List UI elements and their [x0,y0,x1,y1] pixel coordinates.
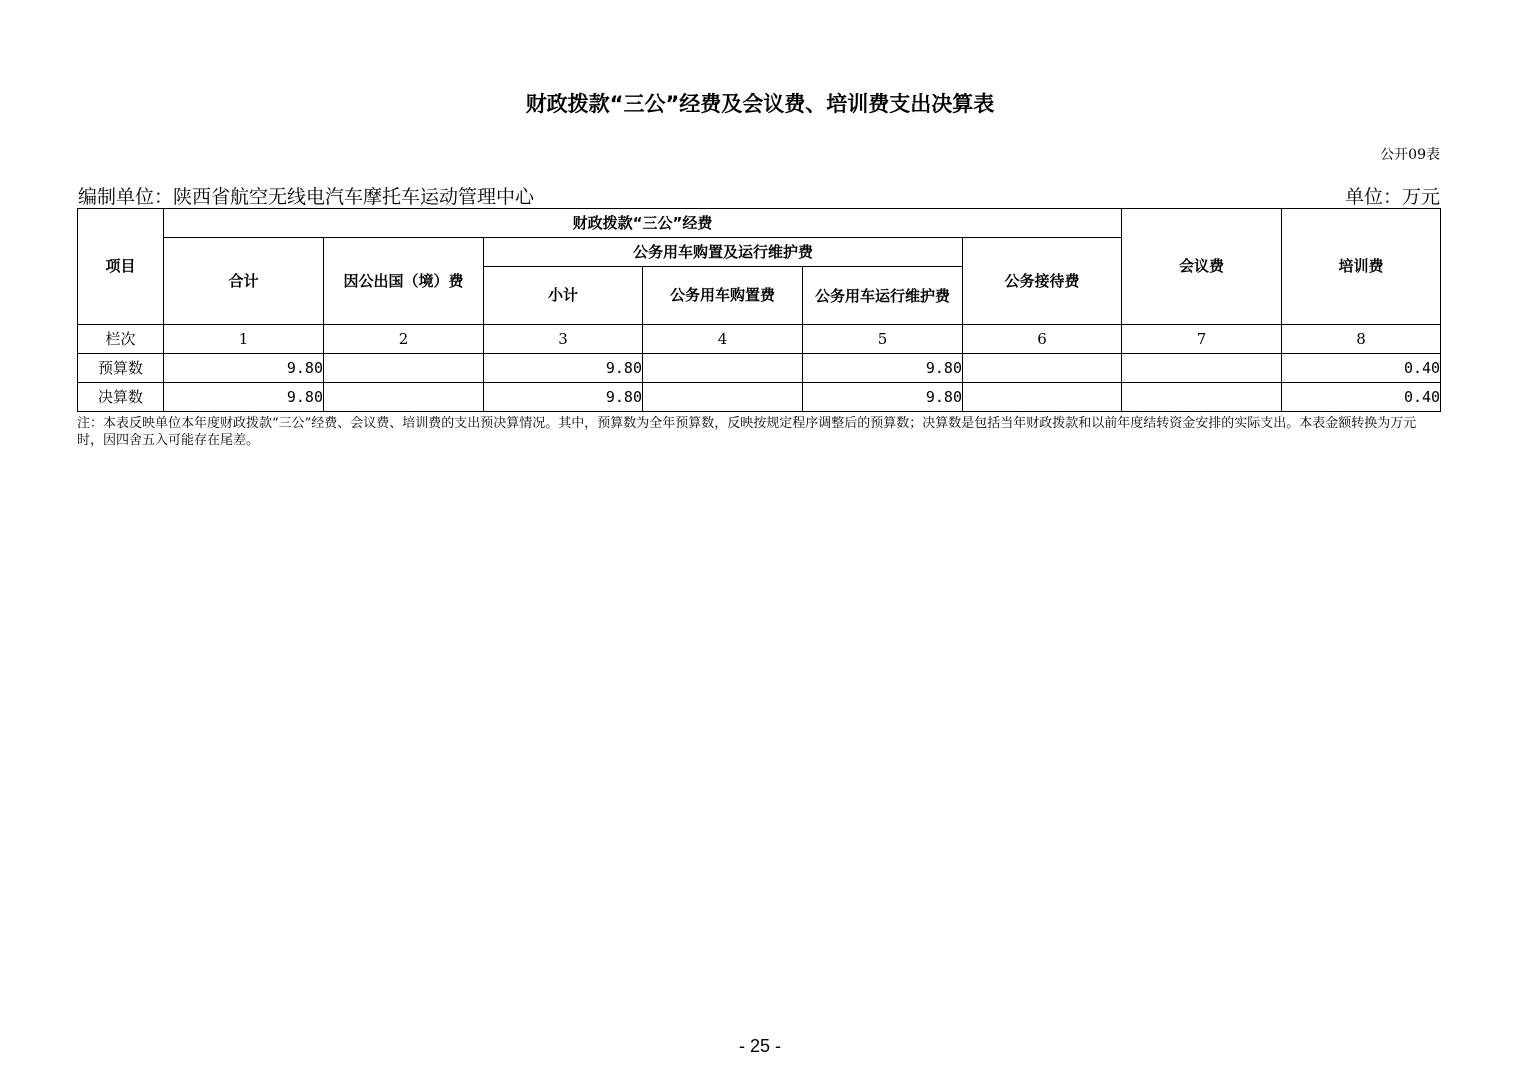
header-total: 合计 [164,238,324,325]
cell-total: 9.80 [164,354,324,383]
org-label: 编制单位：陕西省航空无线电汽车摩托车运动管理中心 [78,186,535,208]
column-index-5: 5 [803,325,963,354]
cell-vehicle-operation: 9.80 [803,354,963,383]
column-index-6: 6 [963,325,1122,354]
column-index-3: 3 [484,325,643,354]
header-subtotal: 小计 [484,267,643,325]
header-item: 项目 [78,209,164,325]
header-vehicle-operation: 公务用车运行维护费 [803,267,963,325]
header-sangong-group: 财政拨款“三公”经费 [164,209,1122,238]
page-title: 财政拨款“三公”经费及会议费、培训费支出决算表 [525,92,995,116]
cell-meeting [1122,383,1282,412]
table-note: 注：本表反映单位本年度财政拨款“三公”经费、会议费、培训费的支出预决算情况。其中，预算数为全年预算数，反映按规定程序调整后的预算数；决算数是包括当年财政拨款和以前年度结转资金安排的实际支出。本表金额转换为万元时，因四舍五入可能存在尾差。 [77,416,1417,448]
cell-total: 9.80 [164,383,324,412]
unit-label: 单位：万元 [1344,186,1440,208]
header-reception: 公务接待费 [963,238,1122,325]
column-index-label: 栏次 [78,325,164,354]
cell-vehicle-operation: 9.80 [803,383,963,412]
cell-reception [963,383,1122,412]
column-index-7: 7 [1122,325,1282,354]
cell-training: 0.40 [1282,383,1441,412]
cell-subtotal: 9.80 [484,383,643,412]
page-number: - 25 - [738,1036,781,1056]
table-row-budget [78,354,1441,383]
expense-table [77,208,1441,412]
table-code: 公开09表 [1380,147,1440,163]
cell-meeting [1122,354,1282,383]
cell-subtotal: 9.80 [484,354,643,383]
column-index-2: 2 [324,325,484,354]
cell-reception [963,354,1122,383]
cell-abroad [324,383,484,412]
column-index-1: 1 [164,325,324,354]
cell-vehicle-purchase [643,354,803,383]
header-abroad: 因公出国（境）费 [324,238,484,325]
cell-abroad [324,354,484,383]
column-index-4: 4 [643,325,803,354]
row-label: 决算数 [78,383,164,412]
table-row-actual [78,383,1441,412]
row-label: 预算数 [78,354,164,383]
cell-vehicle-purchase [643,383,803,412]
column-index-8: 8 [1282,325,1441,354]
cell-training: 0.40 [1282,354,1441,383]
header-training: 培训费 [1282,209,1441,325]
header-meeting: 会议费 [1122,209,1282,325]
header-vehicle-group: 公务用车购置及运行维护费 [484,238,963,267]
header-vehicle-purchase: 公务用车购置费 [643,267,803,325]
